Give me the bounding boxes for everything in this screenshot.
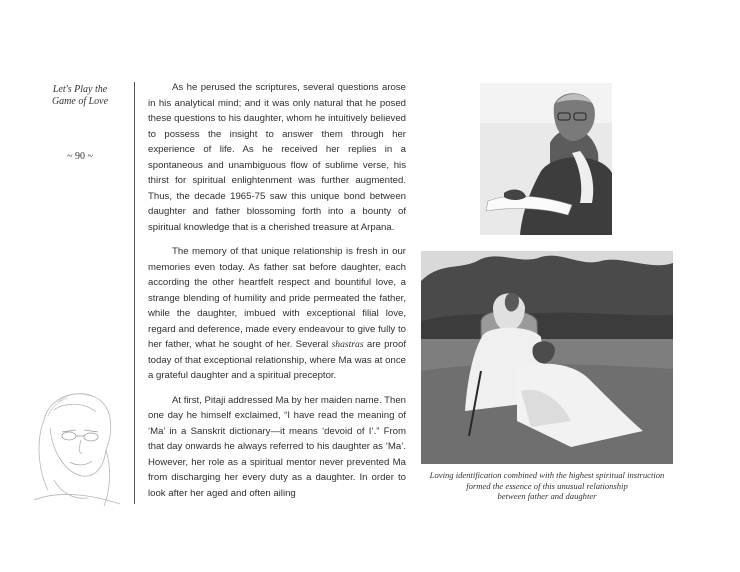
photo-caption: [421, 470, 673, 502]
running-head: [40, 84, 120, 108]
paragraph-2: [148, 244, 406, 384]
portrait-sketch-image: [24, 380, 124, 508]
paragraph-2-emphasis: shastras: [331, 339, 364, 350]
father-daughter-photo: [421, 251, 673, 464]
running-head-line-2: Game of Love: [51, 96, 109, 107]
page-number: ~ 90 ~: [67, 151, 93, 162]
running-head-line-1: Let's Play the: [52, 84, 108, 95]
body-text: [148, 80, 406, 510]
caption-line-1: Loving identification combined with the highest spiritual instruction: [429, 470, 665, 480]
paragraph-3: At first, Pitaji addressed Ma by her maiden name. Then one day he himself exclaimed, “I have read the meaning of ‘Ma’ in a Sanskrit dictionary—it means ‘devoid of I’.” From that day onwards he always referred to his daughter as ‘Ma’. However, her role as a spiritual mentor never prevented Ma from discharging her every duty as a daughter. In order to look after her aged and often ailing: [148, 394, 406, 499]
paragraph-2-start: The memory of that unique relationship is fresh in our memories even today. As father sat before daughter, each according the other heartfelt respect and bountiful love, a strange blending of humility and pride permeated the father, while the daughter, imbued with exceptional filial love, regard and deference, made every endeavour to give fully to her father, what he sought of her. Several: [148, 246, 406, 350]
father-reading-photo: [480, 83, 612, 235]
paragraph-2-end: are proof today of that exceptional relationship, where Ma was at once a grateful daughter and a spiritual preceptor.: [148, 339, 406, 381]
caption-line-3: between father and daughter: [497, 491, 597, 501]
paragraph-1: As he perused the scriptures, several questions arose in his analytical mind; and it was only natural that he posed these questions to his daughter, whom he intuitively believed to possess the insight to answer them through her experience of life. As he received her replies in a spontaneous and unambiguous flow of sublime verse, his thirst for spiritual enlightenment was further augmented. Thus, the decade 1965-75 saw this unique bond between daughter and father blossoming forth into a bounty of spiritual knowledge that is a cherished treasure at Arpana.: [148, 82, 406, 233]
caption-line-2: formed the essence of this unusual relationship: [466, 480, 628, 491]
margin-rule: [134, 82, 135, 504]
